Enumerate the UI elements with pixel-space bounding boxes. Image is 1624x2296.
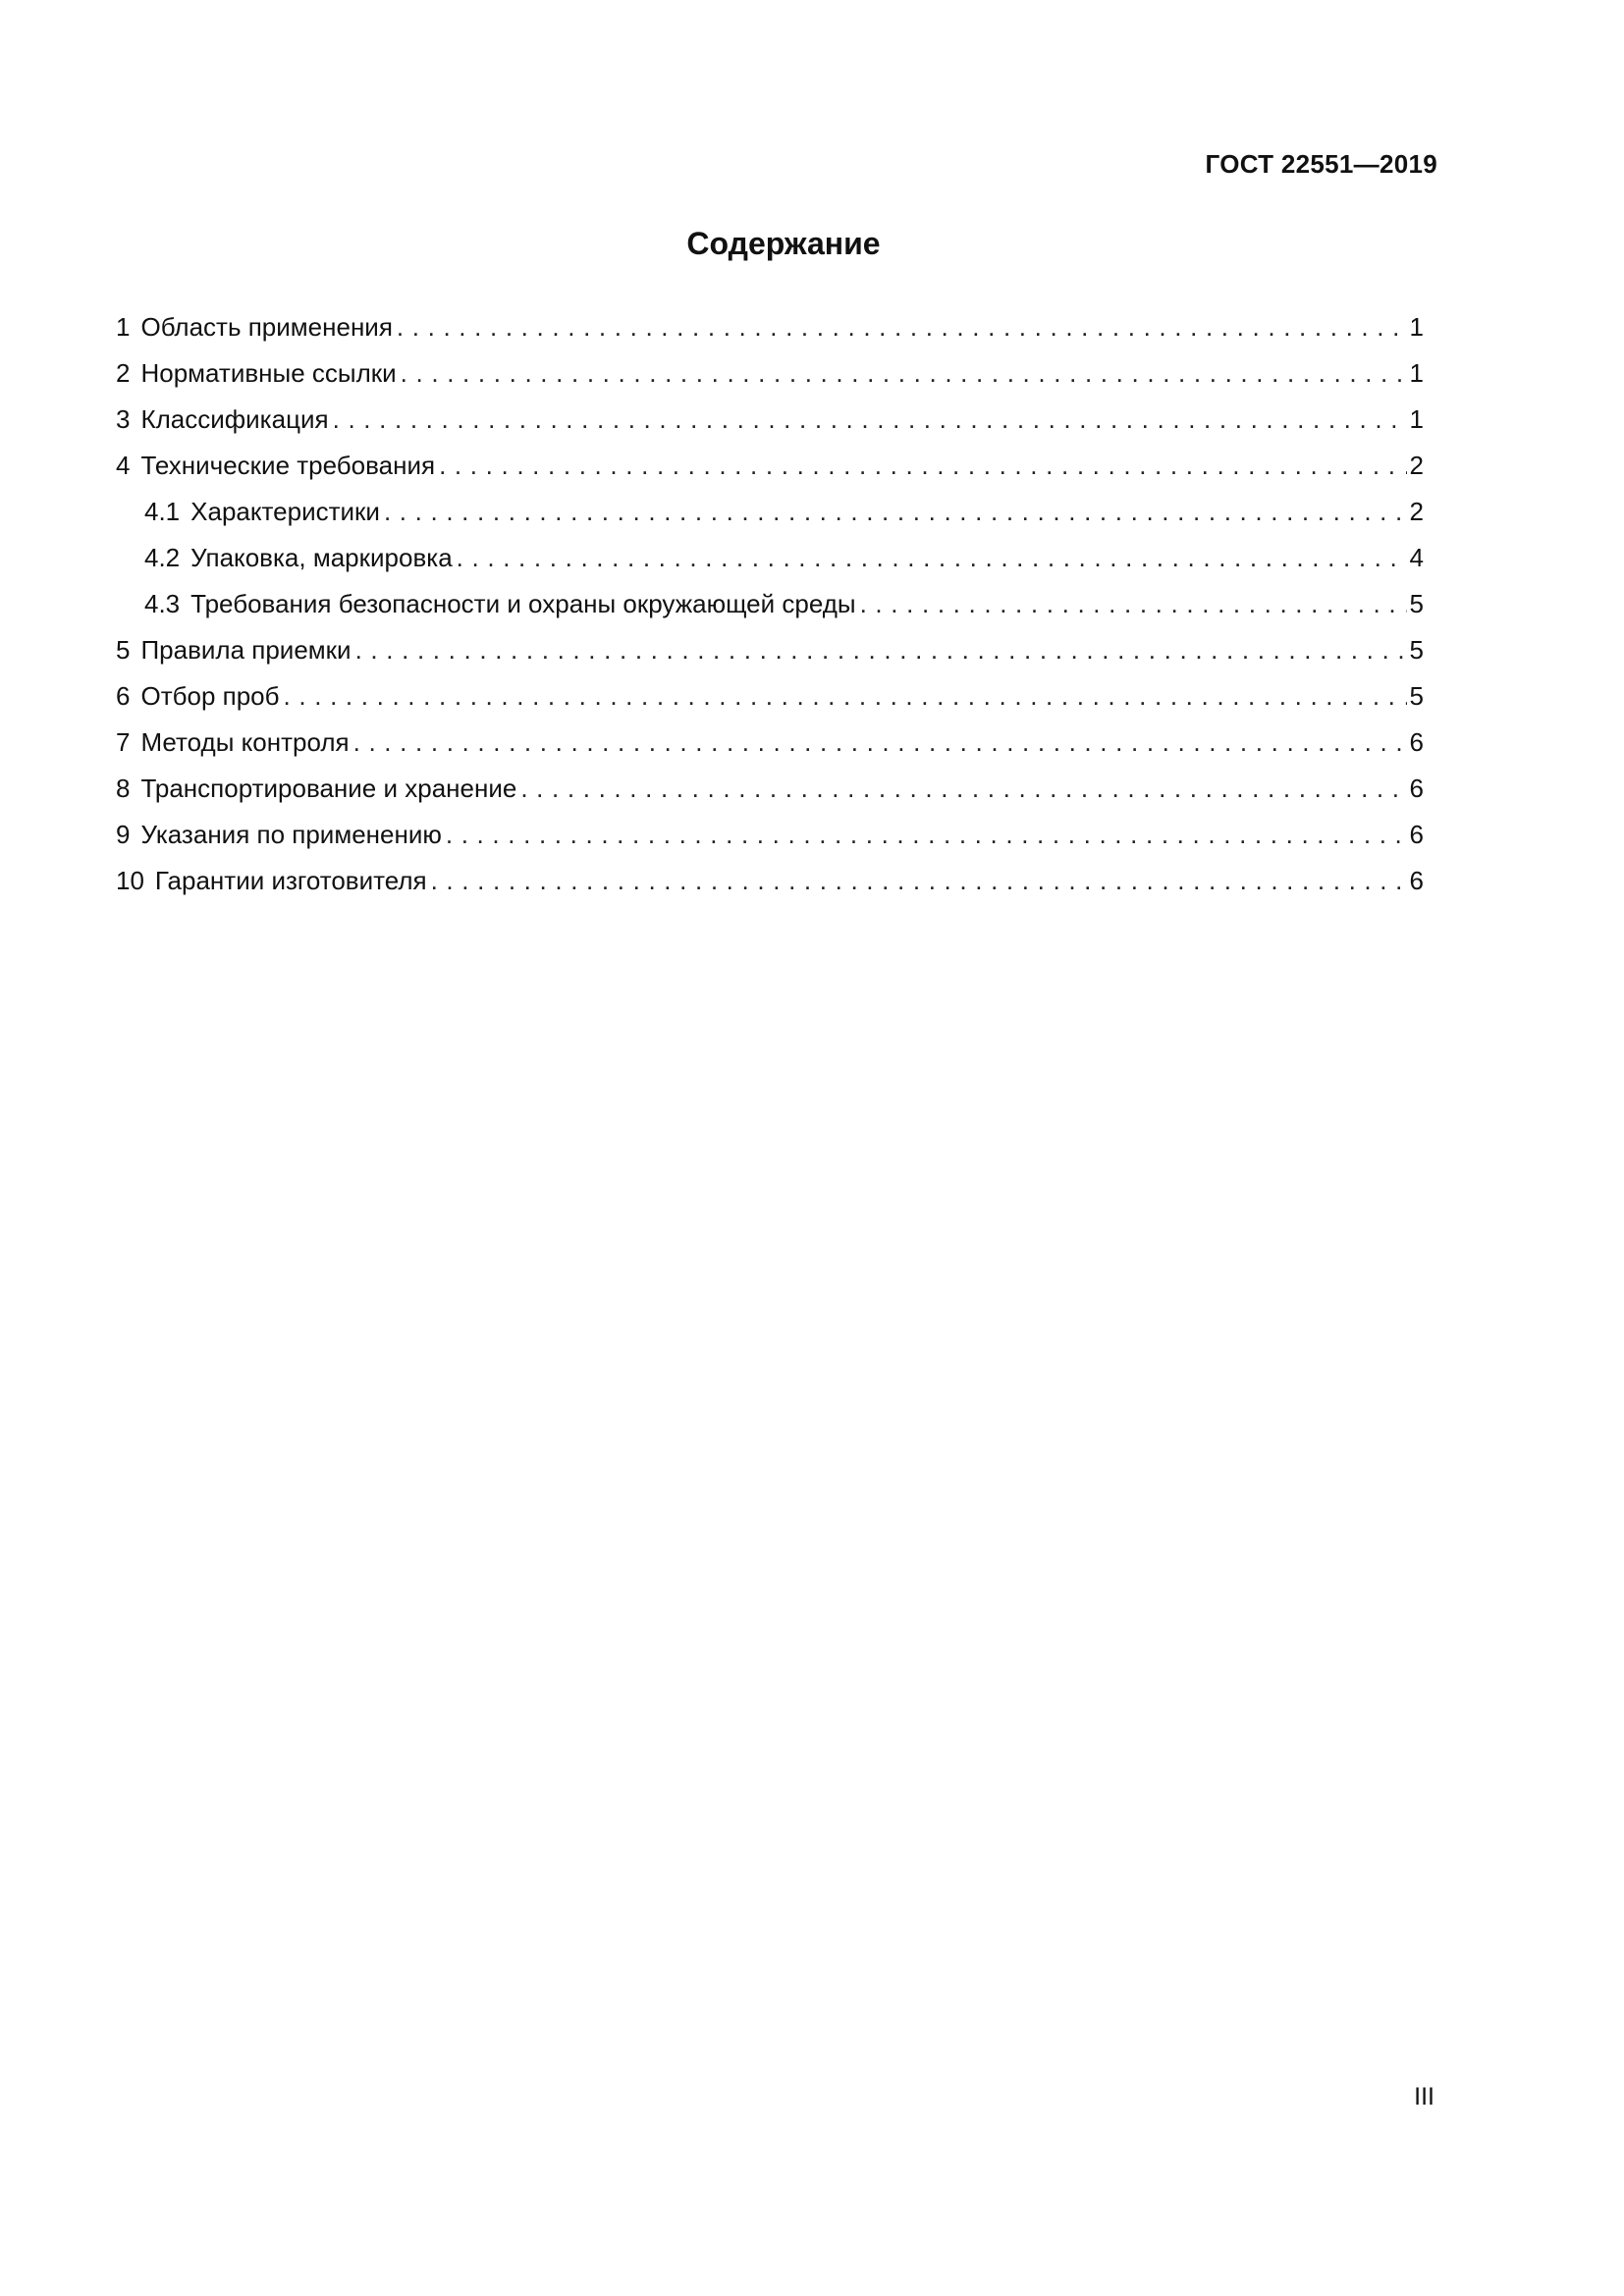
toc-entry[interactable] — [116, 397, 1424, 443]
toc-entry-page: 5 — [1409, 635, 1424, 665]
toc-entry-number: 9 — [116, 820, 131, 849]
toc-dot-leader — [457, 535, 1407, 581]
toc-entry-title: Транспортирование и хранение — [140, 774, 517, 803]
toc-subentry[interactable] — [116, 489, 1424, 535]
toc-entry[interactable] — [116, 766, 1424, 812]
toc-entry-number: 1 — [116, 312, 131, 342]
toc-entry[interactable] — [116, 443, 1424, 489]
toc-dot-leader — [397, 304, 1407, 350]
toc-entry-title: Технические требования — [140, 451, 436, 480]
toc-dot-leader — [333, 397, 1407, 443]
toc-dot-leader — [355, 627, 1407, 673]
toc-subentry[interactable] — [116, 535, 1424, 581]
toc-entry-page: 2 — [1409, 497, 1424, 526]
toc-entry-number: 7 — [116, 727, 131, 757]
toc-entry-number: 4 — [116, 451, 131, 480]
document-code: ГОСТ 22551—2019 — [1205, 149, 1437, 179]
toc-dot-leader — [353, 720, 1407, 766]
toc-entry-page: 1 — [1409, 358, 1424, 388]
toc-dot-leader — [401, 350, 1407, 397]
toc-entry-page: 4 — [1409, 543, 1424, 572]
toc-entry-page: 5 — [1409, 681, 1424, 711]
toc-entry-number: 4.2 — [144, 543, 181, 572]
toc-entry-page: 6 — [1409, 820, 1424, 849]
toc-entry-page: 1 — [1409, 404, 1424, 434]
toc-entry-number: 10 — [116, 866, 144, 895]
toc-entry-title: Гарантии изготовителя — [154, 866, 427, 895]
toc-title: Содержание — [686, 226, 881, 261]
toc-entry-number: 2 — [116, 358, 131, 388]
toc-entry-page: 5 — [1409, 589, 1424, 618]
toc-entry-number: 8 — [116, 774, 131, 803]
toc-entry-page: 1 — [1409, 312, 1424, 342]
toc-dot-leader — [431, 858, 1407, 904]
toc-entry-number: 6 — [116, 681, 131, 711]
toc-entry-title: Упаковка, маркировка — [190, 543, 453, 572]
toc-entry-title: Указания по применению — [140, 820, 442, 849]
toc-entry-title: Требования безопасности и охраны окружающей среды — [190, 589, 856, 618]
toc-entry[interactable] — [116, 627, 1424, 673]
toc-dot-leader — [520, 766, 1406, 812]
toc-entry-number: 5 — [116, 635, 131, 665]
toc-entry[interactable] — [116, 304, 1424, 350]
toc-entry[interactable] — [116, 350, 1424, 397]
table-of-contents — [116, 304, 1424, 904]
toc-entry-title: Нормативные ссылки — [140, 358, 397, 388]
page-number: III — [1414, 2083, 1435, 2110]
toc-entry-number: 3 — [116, 404, 131, 434]
toc-entry[interactable] — [116, 812, 1424, 858]
toc-entry-page: 6 — [1409, 727, 1424, 757]
toc-entry-title: Область применения — [140, 312, 393, 342]
toc-dot-leader — [860, 581, 1407, 627]
toc-dot-leader — [446, 812, 1407, 858]
toc-entry[interactable] — [116, 673, 1424, 720]
toc-entry-number: 4.3 — [144, 589, 181, 618]
toc-subentry[interactable] — [116, 581, 1424, 627]
toc-entry-title: Правила приемки — [140, 635, 352, 665]
toc-dot-leader — [284, 673, 1407, 720]
toc-entry-page: 6 — [1409, 774, 1424, 803]
toc-entry-title: Методы контроля — [140, 727, 350, 757]
toc-entry-title: Характеристики — [190, 497, 380, 526]
toc-entry-title: Классификация — [140, 404, 329, 434]
toc-entry[interactable] — [116, 858, 1424, 904]
toc-entry-page: 6 — [1409, 866, 1424, 895]
toc-entry-page: 2 — [1409, 451, 1424, 480]
toc-entry-number: 4.1 — [144, 497, 181, 526]
toc-dot-leader — [384, 489, 1407, 535]
toc-entry[interactable] — [116, 720, 1424, 766]
toc-entry-title: Отбор проб — [140, 681, 280, 711]
toc-dot-leader — [439, 443, 1406, 489]
